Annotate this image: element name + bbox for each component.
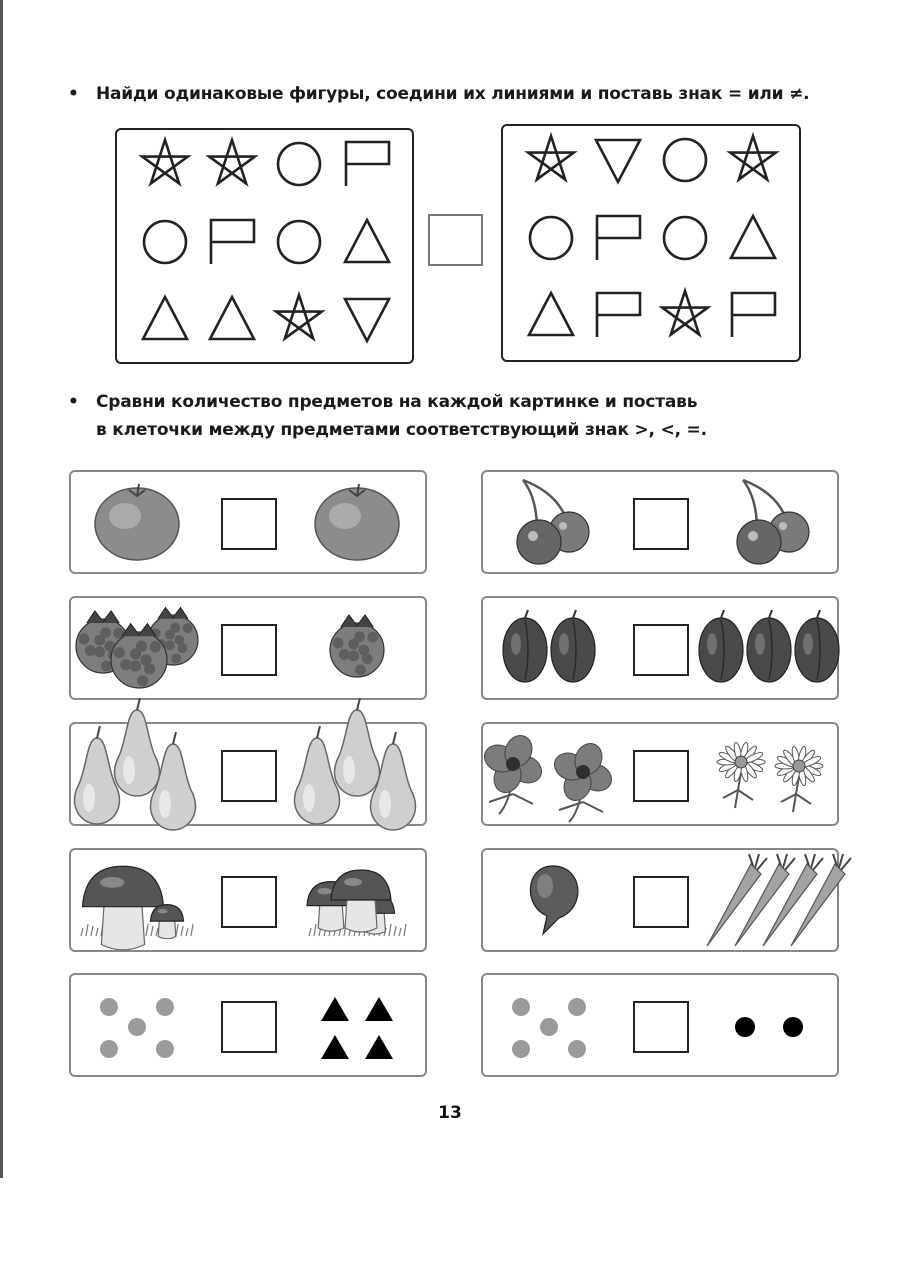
instruction-line-2: в клеточки между предметами соответствующий знак >, <, =.: [96, 420, 707, 440]
comparison-card: [481, 470, 839, 574]
comparison-card: [69, 596, 427, 700]
daisy-icon: [775, 746, 823, 812]
plum-icon: [551, 610, 595, 682]
poppy-icon: [480, 731, 545, 814]
comparison-card: [481, 722, 839, 826]
carrot-icon: [707, 854, 767, 946]
comparison-sign-box[interactable]: [633, 624, 689, 676]
poppy-icon: [550, 739, 615, 822]
circle-icon: [278, 221, 320, 263]
gray-dot-icon: [100, 998, 118, 1016]
cherry-icon: [517, 480, 589, 564]
comparison-sign-box[interactable]: [221, 624, 277, 676]
flag-icon: [211, 220, 254, 264]
comparison-card: [481, 973, 839, 1077]
gray-dot-icon: [156, 1040, 174, 1058]
mushroom-icon: [151, 905, 184, 939]
black-dot-icon: [783, 1017, 803, 1037]
page-number: 13: [438, 1103, 462, 1123]
carrot-icon: [735, 854, 795, 946]
star-icon: [730, 136, 776, 179]
triangle-icon: [143, 297, 187, 339]
comparison-card: [481, 848, 839, 952]
gray-dot-icon: [568, 998, 586, 1016]
pear-icon: [334, 698, 379, 796]
black-dot-icon: [735, 1017, 755, 1037]
circle-icon: [664, 217, 706, 259]
black-triangle-icon: [365, 997, 393, 1021]
triangle-icon: [731, 216, 775, 258]
comparison-sign-box[interactable]: [633, 876, 689, 928]
carrot-icon: [791, 854, 851, 946]
star-icon: [528, 136, 574, 179]
left-shape-panel: [115, 128, 414, 364]
flag-icon: [597, 293, 640, 337]
gray-dot-icon: [512, 1040, 530, 1058]
black-triangle-icon: [321, 1035, 349, 1059]
comparison-sign-box[interactable]: [221, 498, 277, 550]
comparison-sign-box[interactable]: [221, 876, 277, 928]
comparison-sign-box[interactable]: [633, 498, 689, 550]
comparison-sign-box[interactable]: [221, 1001, 277, 1053]
instruction-text: Найди одинаковые фигуры, соедини их линиями и поставь знак = или ≠.: [96, 84, 810, 104]
gray-dot-icon: [128, 1018, 146, 1036]
comparison-sign-box[interactable]: [633, 750, 689, 802]
gray-dot-icon: [568, 1040, 586, 1058]
page-edge: [0, 0, 3, 1178]
comparison-sign-box[interactable]: [221, 750, 277, 802]
circle-icon: [278, 143, 320, 185]
mushroom-icon: [83, 866, 164, 950]
comparison-card: [69, 973, 427, 1077]
plum-icon: [503, 610, 547, 682]
carrot-icon: [763, 854, 823, 946]
gray-dot-icon: [540, 1018, 558, 1036]
star-icon: [276, 295, 322, 338]
gray-dot-icon: [100, 1040, 118, 1058]
shapes-sign-box[interactable]: [428, 214, 483, 266]
plum-icon: [747, 610, 791, 682]
circle-icon: [144, 221, 186, 263]
triangle-down-icon: [596, 140, 640, 182]
comparison-sign-box[interactable]: [633, 1001, 689, 1053]
gray-dot-icon: [156, 998, 174, 1016]
tomato-icon: [95, 484, 179, 560]
comparison-card: [69, 848, 427, 952]
pear-icon: [294, 726, 339, 824]
daisy-icon: [717, 742, 765, 808]
flag-icon: [732, 293, 775, 337]
comparison-card: [481, 596, 839, 700]
plum-icon: [699, 610, 743, 682]
flag-icon: [346, 142, 389, 186]
tomato-icon: [315, 484, 399, 560]
comparison-card: [69, 722, 427, 826]
comparison-card: [69, 470, 427, 574]
triangle-icon: [210, 297, 254, 339]
black-triangle-icon: [365, 1035, 393, 1059]
circle-icon: [664, 139, 706, 181]
triangle-icon: [529, 293, 573, 335]
triangle-icon: [345, 220, 389, 262]
black-triangle-icon: [321, 997, 349, 1021]
right-shape-panel: [501, 124, 801, 362]
star-icon: [142, 140, 188, 183]
pear-icon: [74, 726, 119, 824]
circle-icon: [530, 217, 572, 259]
star-icon: [209, 140, 255, 183]
instruction-line-1: Сравни количество предметов на каждой картинке и поставь: [96, 392, 698, 412]
plum-icon: [795, 610, 839, 682]
right-shape-grid: [503, 126, 799, 360]
raspberry-icon: [330, 615, 384, 677]
gray-dot-icon: [512, 998, 530, 1016]
cherry-icon: [737, 480, 809, 564]
star-icon: [662, 291, 708, 334]
flag-icon: [597, 216, 640, 260]
turnip-icon: [530, 866, 578, 934]
triangle-down-icon: [345, 299, 389, 341]
pear-icon: [114, 698, 159, 796]
left-shape-grid: [117, 130, 412, 362]
